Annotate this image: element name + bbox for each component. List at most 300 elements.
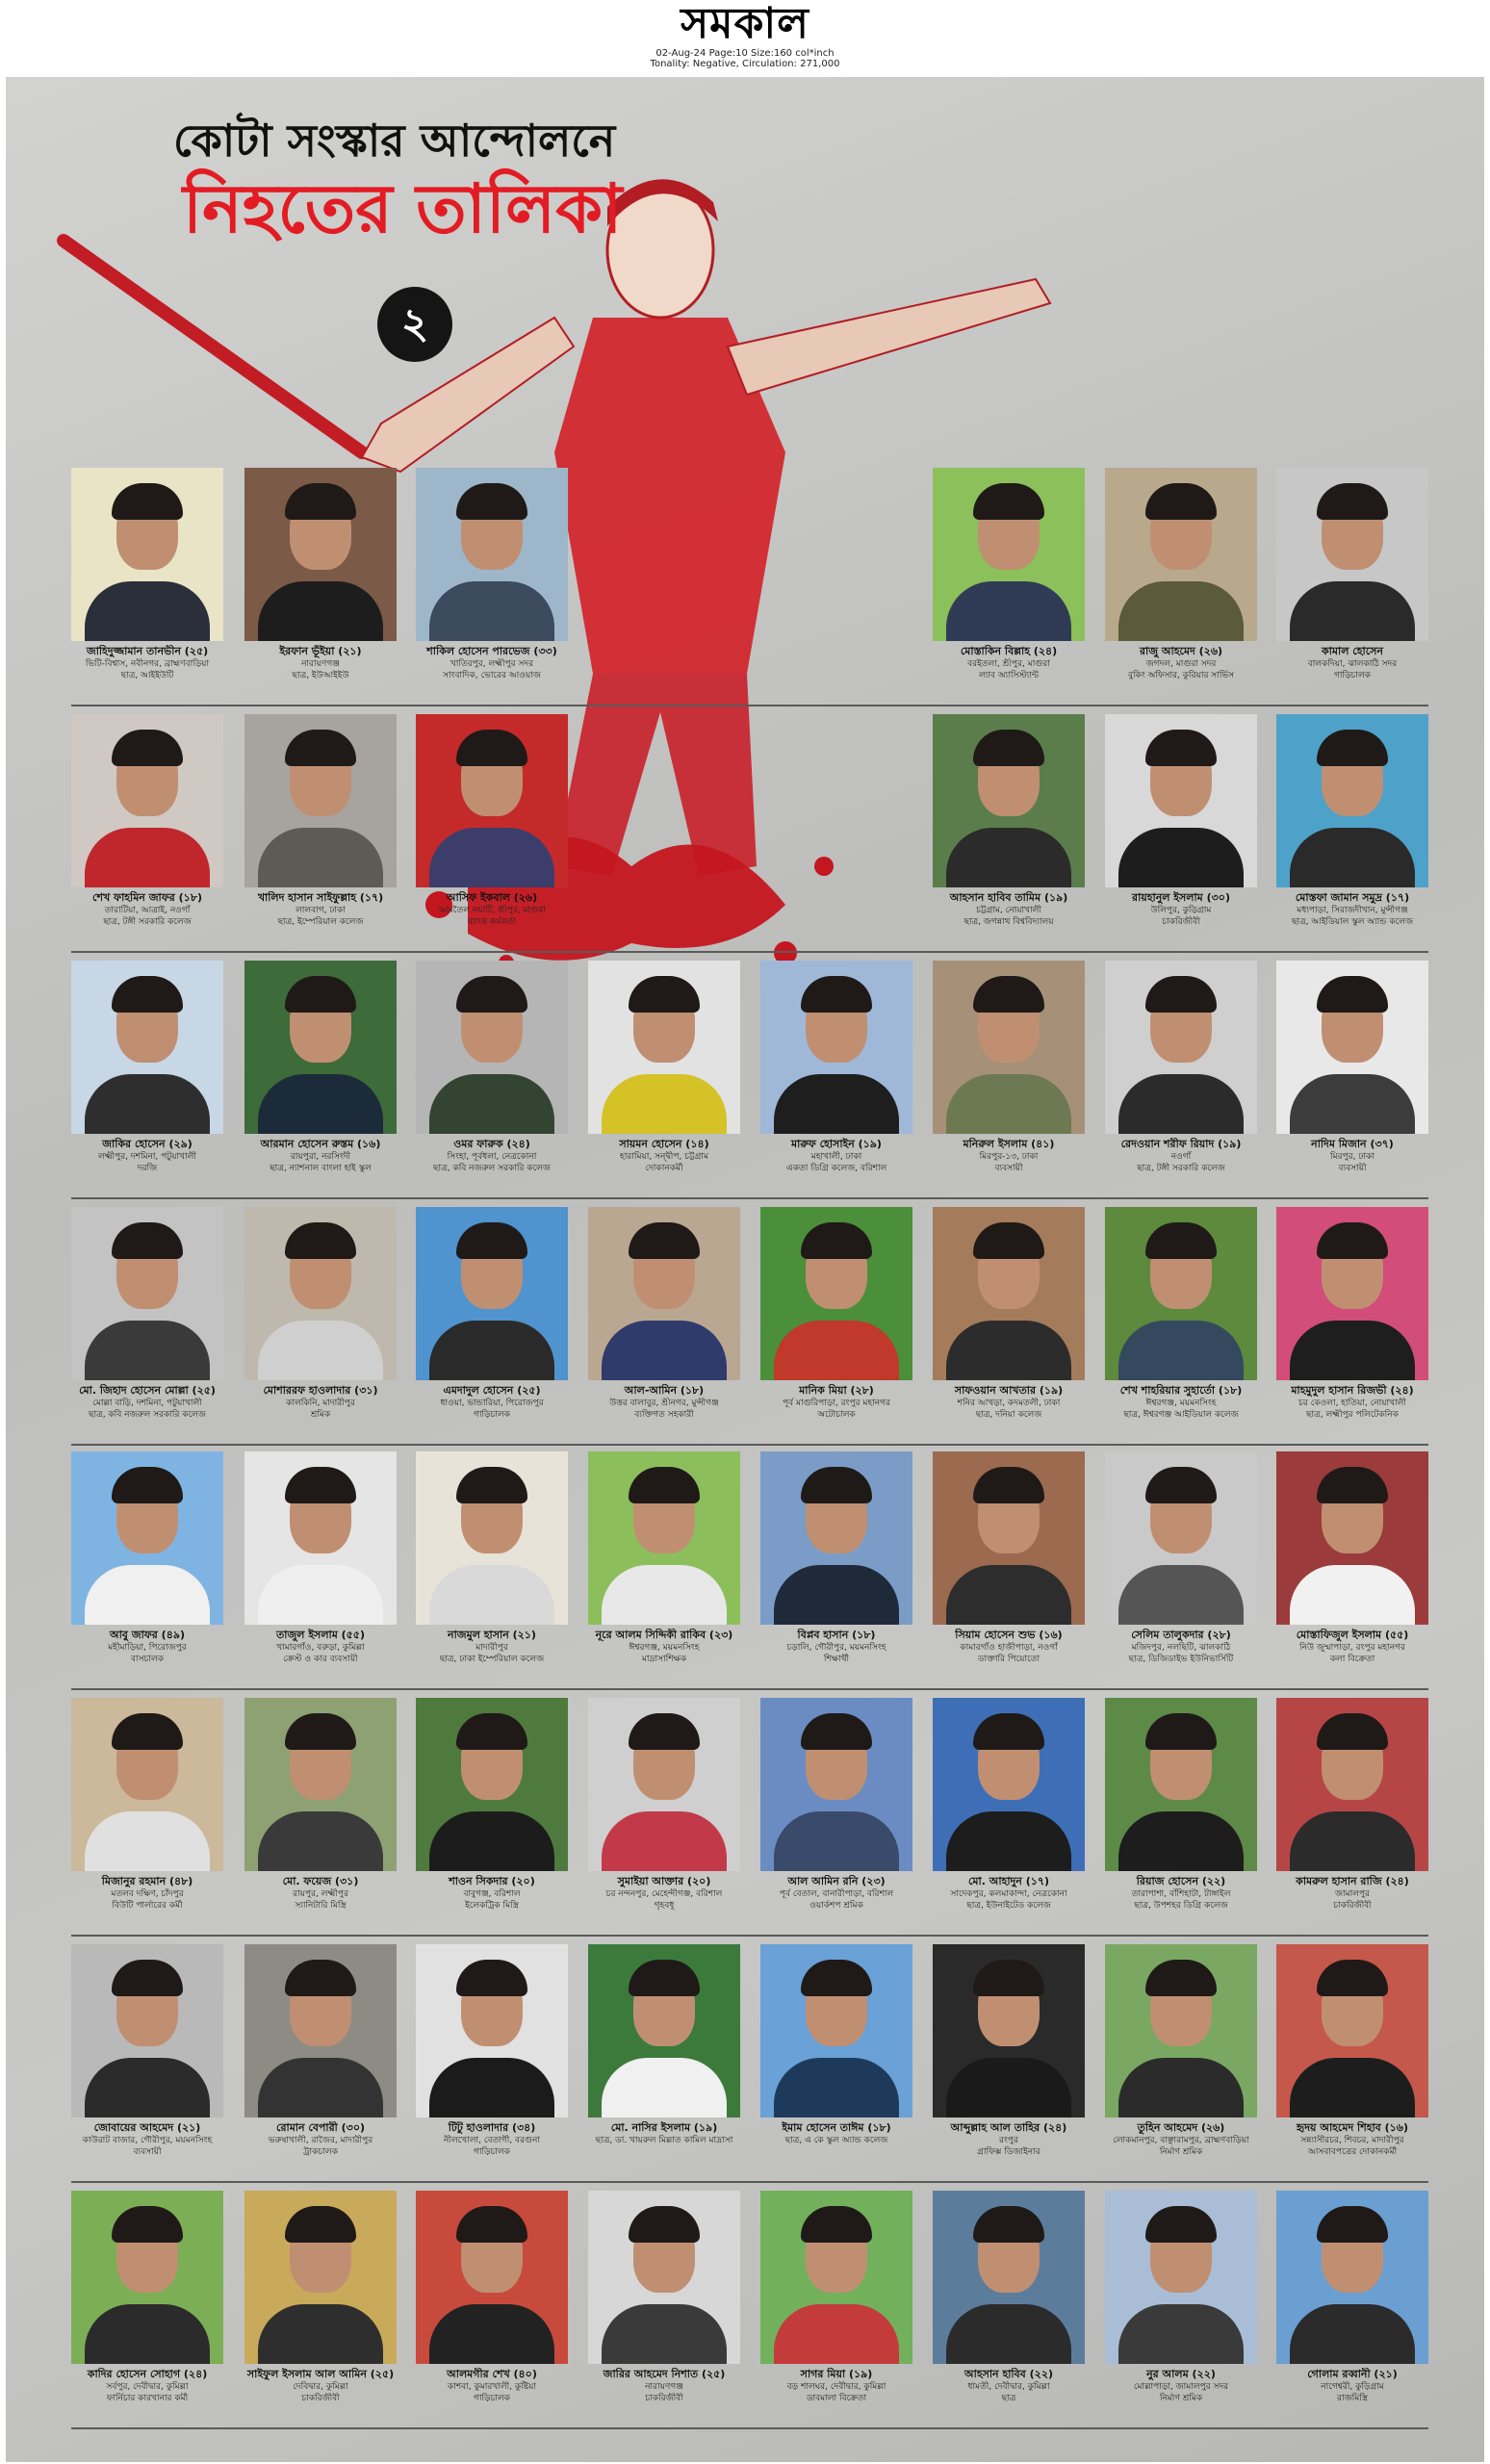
victim-photo [933, 2191, 1085, 2364]
portrait-body [946, 2304, 1071, 2364]
portrait-body [602, 1565, 727, 1625]
victim-photo [416, 1207, 568, 1380]
victim-info: চট্টগ্রাম, নোয়াখালী [976, 906, 1041, 915]
victim-name: সাফওয়ান আখতার (১৯) [954, 1384, 1064, 1397]
portrait-body [258, 581, 383, 641]
victim-name: শেখ শাহরিয়ার সুহার্তো (১৮) [1119, 1384, 1243, 1397]
victim-name: মাহমুদুল হাসান রিজভী (২৪) [1291, 1384, 1414, 1397]
victim-card [244, 1698, 397, 1937]
victim-photo [1276, 1451, 1428, 1625]
victim-card [933, 1207, 1085, 1446]
victim-info: নওগাঁ [1170, 1152, 1192, 1162]
victim-card [1276, 2191, 1428, 2429]
victim-info: ছাত্র, দনিয়া কলেজ [975, 1410, 1042, 1420]
portrait-hair [1145, 1467, 1217, 1503]
portrait-hair [285, 2206, 356, 2243]
victim-name: মোশাররফ হাওলাদার (৩১) [263, 1384, 378, 1397]
portrait-hair [1317, 976, 1388, 1013]
victim-card [1276, 468, 1428, 706]
portrait-body [429, 1321, 554, 1380]
portrait-hair [1317, 1713, 1388, 1750]
portrait-hair [973, 1713, 1044, 1750]
victim-name: আলমগীর শেখ (৪০) [447, 2368, 537, 2380]
victim-info: তারাপাশা, বাঁশিহাটা, টাঙ্গাইল [1131, 1889, 1231, 1899]
victim-photo [244, 1207, 397, 1380]
victim-info: কালকিনি, মাদারীপুর [286, 1399, 355, 1408]
portrait-body [1118, 1074, 1244, 1134]
portrait-body [429, 581, 554, 641]
victim-card [416, 1207, 568, 1446]
portrait-body [258, 1321, 383, 1380]
victim-info: মতলব দক্ষিণ, চাঁদপুর [111, 1889, 184, 1899]
portrait-hair [973, 483, 1044, 520]
victim-info: ছাত্র, ডিজিডাইভ ইউনিভার্সিটি [1128, 1655, 1234, 1664]
victim-info: ছাত্র, জগন্নাথ বিশ্ববিদ্যালয় [963, 917, 1054, 927]
portrait-body [429, 2058, 554, 2118]
victim-photo [416, 468, 568, 641]
victim-info: কাশবা, কুমারখালী, কুষ্টিয়া [447, 2382, 537, 2392]
portrait-hair [629, 2206, 700, 2243]
victim-info: গাড়িচালক [1334, 671, 1371, 680]
victim-name: মনিরুল ইসলাম (৪১) [963, 1138, 1055, 1150]
victim-name: ইরফান ভূঁইয়া (২১) [279, 645, 362, 657]
row-divider [71, 705, 1428, 706]
portrait-hair [1145, 483, 1217, 520]
victim-info: ছাত্র, উপশহর ডিগ্রি কলেজ [1134, 1901, 1228, 1911]
victim-name: জাকির হোসেন (২৯) [102, 1138, 193, 1150]
victim-card [760, 2191, 912, 2429]
portrait-hair [456, 2206, 527, 2243]
victim-name: সুমাইয়া আক্তার (২০) [617, 1875, 711, 1887]
victim-photo [71, 1207, 223, 1380]
portrait-hair [801, 1713, 872, 1750]
victim-info: ভিটি-বিশ্বাস, নবীনগর, ব্রাহ্মণবাড়িয়া [85, 659, 210, 669]
portrait-body [429, 1074, 554, 1134]
portrait-hair [285, 1713, 356, 1750]
victim-card [71, 1451, 223, 1690]
victim-photo [1105, 961, 1257, 1134]
victim-card [416, 1698, 568, 1937]
victim-name: শেখ ফাহমিন জাফর (১৮) [92, 891, 202, 904]
portrait-body [946, 1811, 1071, 1871]
victim-name: টিটু হাওলাদার (৩৪) [448, 2121, 536, 2134]
victim-info: আমতৈল নয়াটি, শ্রীপুর, মাগুরা [438, 906, 546, 915]
portrait-hair [629, 1960, 700, 1996]
print-meta-line: 02-Aug-24 Page:10 Size:160 col*inch [655, 48, 835, 59]
victim-card [71, 714, 223, 953]
portrait-body [1118, 2304, 1244, 2364]
victim-card [1276, 1451, 1428, 1690]
victim-info: স্যানিটারি মিস্ত্রি [295, 1901, 347, 1911]
victim-name: সায়মন হোসেন (১৪) [619, 1138, 709, 1150]
victim-info: বিউটি পার্লারের কর্মী [112, 1901, 183, 1911]
victim-info: অটোচালক [817, 1410, 856, 1420]
victim-photo [760, 1207, 912, 1380]
portrait-body [946, 828, 1071, 887]
victim-card [933, 1451, 1085, 1690]
portrait-body [85, 1321, 210, 1380]
victim-info: রংপুর [999, 2136, 1018, 2145]
portrait-body [1118, 2058, 1244, 2118]
portrait-body [602, 1074, 727, 1134]
victim-info: তারাটিয়া, আত্রাই, নওগাঁ [104, 906, 191, 915]
victim-photo [933, 714, 1085, 887]
portrait-body [946, 581, 1071, 641]
victim-info: ভরুষাখালী, রাজৈর, মাদারীপুর [268, 2136, 373, 2145]
victim-card [760, 1698, 912, 1937]
portrait-body [85, 1074, 210, 1134]
victim-info: মোল্লা বাড়ি, দশমিনা, পটুয়াখালী [92, 1399, 202, 1408]
victim-photo [1105, 1451, 1257, 1625]
victim-info: জগদল, মাগুরা সদর [1145, 659, 1217, 669]
portrait-hair [1145, 1222, 1217, 1259]
print-meta-line: Tonality: Negative, Circulation: 271,000 [650, 59, 840, 69]
victim-name: কামরুল হাসান রাজি (২৪) [1296, 1875, 1409, 1887]
victim-card [760, 1207, 912, 1446]
victim-info: সাংবাদিক, ভোরের আওয়াজ [443, 671, 541, 680]
victim-photo [71, 1698, 223, 1871]
victim-name: হৃদয় আহমেদ শিহাব (১৬) [1297, 2121, 1408, 2134]
victim-info: সর্বপুর, দেবীদ্বার, কুমিল্লা [106, 2382, 189, 2392]
victim-info: চাকরিজীবী [301, 2394, 340, 2403]
victim-name: সাগর মিয়া (১৯) [800, 2368, 873, 2380]
victim-name: আব্দুল্লাহ আল তাহির (২৪) [950, 2121, 1067, 2134]
victim-info: মাদ্রাসাশিক্ষক [641, 1655, 687, 1664]
victim-card [588, 961, 740, 1199]
victim-info: উত্তর বালাবুর, শ্রীনগর, মুন্সীগঞ্জ [609, 1399, 719, 1408]
victim-info: ছাত্র, টঙ্গী সরকারি কলেজ [103, 917, 192, 927]
portrait-body [774, 1321, 899, 1380]
victim-info: ছাত্র, ইউনাইটেড কলেজ [966, 1901, 1051, 1911]
victim-info: ছাত্র, ইম্পেরিয়াল কলেজ [277, 917, 364, 927]
victim-photo [416, 1451, 568, 1625]
victim-info: বালকদিয়া, ঝালকাঠি সদর [1307, 659, 1398, 669]
victim-card [244, 2191, 397, 2429]
victim-photo [1276, 1944, 1428, 2118]
portrait-body [258, 1074, 383, 1134]
portrait-body [1118, 828, 1244, 887]
victim-info: মজিদপুর, নলছিটি, ঝালকাঠি [1131, 1643, 1231, 1653]
victim-photo [933, 1944, 1085, 2118]
victim-info: বুকিং অফিসার, কুরিয়ার সার্ভিস [1127, 671, 1235, 680]
victim-info: দেবিদ্বার, কুমিল্লা [293, 2382, 348, 2392]
portrait-body [602, 2058, 727, 2118]
portrait-body [429, 1565, 554, 1625]
portrait-hair [629, 1222, 700, 1259]
portrait-hair [456, 1222, 527, 1259]
victim-info: শনির আখড়া, কদমতলী, ঢাকা [957, 1399, 1061, 1408]
portrait-hair [801, 1960, 872, 1996]
portrait-body [258, 2304, 383, 2364]
victim-name: মো. নাসির ইসলাম (১৯) [610, 2121, 718, 2134]
victim-info: ধামতী, দেবীদ্বার, কুমিল্লা [967, 2382, 1050, 2392]
portrait-body [1118, 1811, 1244, 1871]
victim-info: মিরপুর, ঢাকা [1330, 1152, 1374, 1162]
victim-card [244, 1207, 397, 1446]
victim-info: জামালপুর [1334, 1889, 1371, 1899]
victim-info: আসবাবপত্রের দোকানকর্মী [1307, 2147, 1398, 2157]
victim-photo [1276, 1207, 1428, 1380]
portrait-hair [629, 976, 700, 1013]
victim-photo [760, 961, 912, 1134]
victim-info: বড় শালঘর, দেবীদ্বার, কুমিল্লা [786, 2382, 886, 2392]
victim-name: মিজানুর রহমান (৪৮) [101, 1875, 193, 1887]
victim-card [1105, 2191, 1257, 2429]
victim-name: মোস্তফা জামান সমুদ্র (১৭) [1295, 891, 1410, 904]
portrait-hair [112, 976, 183, 1013]
portrait-body [774, 1074, 899, 1134]
victim-info: বাসচালক [130, 1655, 165, 1664]
row-divider [71, 1688, 1428, 1690]
victim-photo [588, 1944, 740, 2118]
victim-card [933, 714, 1085, 953]
victim-info: সিংহা, পূর্বধলা, নেত্রকোনা [447, 1152, 537, 1162]
portrait-hair [801, 1222, 872, 1259]
victim-info: কলা বিক্রেতা [1329, 1655, 1375, 1664]
row-divider [71, 2427, 1428, 2429]
portrait-hair [973, 1960, 1044, 1996]
victim-info: ছাত্র, আইইউটি [120, 671, 174, 680]
victim-card [933, 2191, 1085, 2429]
victim-name: জোবায়ের আহমেদ (২১) [93, 2121, 201, 2134]
portrait-body [774, 2304, 899, 2364]
portrait-body [1290, 2058, 1415, 2118]
victim-name: শাওন সিকদার (২০) [449, 1875, 535, 1887]
victim-info: লালবাগ, ঢাকা [295, 906, 346, 915]
victim-name: আহসান হাবিব তামিম (১৯) [949, 891, 1068, 904]
victim-info: ল্যাব অ্যাসিস্ট্যান্ট [979, 671, 1039, 680]
victim-photo [244, 2191, 397, 2364]
victim-name: আল আমিন রনি (২৩) [787, 1875, 886, 1887]
victim-name: কামাল হোসেন [1322, 645, 1383, 657]
victim-photo [1276, 961, 1428, 1134]
victim-info: পূর্ব বেতাল, বানারীপাড়া, বরিশাল [779, 1889, 894, 1899]
portrait-hair [456, 1467, 527, 1503]
victim-info: চাকরিজীবী [645, 2394, 683, 2403]
victim-photo [760, 1451, 912, 1625]
victim-card [1276, 1944, 1428, 2183]
victim-card [1276, 714, 1428, 953]
portrait-hair [1317, 1467, 1388, 1503]
victim-photo [71, 1451, 223, 1625]
victim-card [1105, 714, 1257, 953]
victim-name: ইমাম হোসেন তাঈম (১৮) [782, 2121, 891, 2134]
victim-photo [416, 1944, 568, 2118]
portrait-hair [973, 976, 1044, 1013]
victim-info: পূর্ব মাগুরিপাড়া, রংপুর মহানগর [783, 1399, 890, 1408]
victim-card [1105, 1207, 1257, 1446]
victim-photo [933, 1698, 1085, 1871]
victim-card [760, 961, 912, 1199]
portrait-hair [973, 730, 1044, 766]
victim-photo [244, 714, 397, 887]
portrait-body [946, 2058, 1071, 2118]
victim-name: খালিদ হাসান সাইফুল্লাহ (১৭) [257, 891, 384, 904]
victim-info: চর কেওলা, হাতিয়া, নোয়াখালী [1298, 1399, 1406, 1408]
victim-info: গৃহবধূ [654, 1901, 675, 1911]
portrait-hair [629, 1713, 700, 1750]
victim-photo [760, 1944, 912, 2118]
victim-photo [933, 468, 1085, 641]
victim-info: গ্রাফিক্স ডিজাইনার [977, 2147, 1040, 2157]
victim-info: ক্রেস্ট ও কার ব্যবসায়ী [283, 1655, 358, 1664]
victim-info: ডাক্তারি পিয়োতো [977, 1655, 1040, 1664]
victim-name: আহসান হাবিব (২২) [963, 2368, 1053, 2380]
victim-name: সাইফুল ইসলাম আল আমিন (২৫) [246, 2368, 395, 2380]
victim-info: নাগেশ্বরী, কুড়িগ্রাম [1321, 2382, 1384, 2392]
portrait-body [1290, 2304, 1415, 2364]
victim-card [588, 1944, 740, 2183]
portrait-hair [1145, 1960, 1217, 1996]
row-divider [71, 1935, 1428, 1937]
portrait-hair [801, 976, 872, 1013]
victim-info: ডাবমালা বিক্রেতা [806, 2394, 867, 2403]
victim-card [244, 961, 397, 1199]
victim-name: রেদওয়ান শরীফ রিয়াদ (১৯) [1120, 1138, 1242, 1150]
victim-name: আসিফ ইকবাল (২৬) [446, 891, 538, 904]
victim-name: জারির আহমেদ নিশাত (২৫) [603, 2368, 726, 2380]
victim-info: মিরপুর-১৩, ঢাকা [979, 1152, 1039, 1162]
victim-card [244, 1944, 397, 2183]
victim-card [588, 1698, 740, 1937]
victim-info: রায়পুরা, নরসিংদী [290, 1152, 351, 1162]
victim-info: ব্যক্তিগত সহকারী [634, 1410, 694, 1420]
portrait-body [1290, 1074, 1415, 1134]
victim-name: কাদির হোসেন সোহাগ (২৪) [87, 2368, 208, 2380]
portrait-body [429, 828, 554, 887]
portrait-body [258, 828, 383, 887]
victim-card [1276, 1207, 1428, 1446]
victim-name: রোমান বেপারী (৩০) [275, 2121, 366, 2134]
victim-photo [1276, 1698, 1428, 1871]
victim-info: চাকরিজীবী [1333, 1901, 1372, 1911]
victim-info: উলিপুর, কুড়িগ্রাম [1150, 906, 1212, 915]
portrait-hair [112, 1960, 183, 1996]
row-divider [71, 1444, 1428, 1446]
victim-card [244, 468, 397, 706]
victim-info: ছাত্র [1001, 2394, 1016, 2403]
victim-name: আরমান হোসেন রুস্তম (১৬) [260, 1138, 381, 1150]
victim-info: শিক্ষার্থী [823, 1655, 850, 1664]
row-divider [71, 2181, 1428, 2183]
part-number-badge: ২ [377, 287, 452, 362]
victim-info: নির্মাণ শ্রমিক [1159, 2394, 1203, 2403]
victim-name: রাজু আহমেদ (২৬) [1139, 645, 1223, 657]
victim-info: ফার্নিচার কারখানার কর্মী [106, 2394, 189, 2403]
victim-info: মাদারীপুর [475, 1643, 508, 1653]
portrait-hair [973, 2206, 1044, 2243]
portrait-hair [801, 1467, 872, 1503]
portrait-hair [456, 483, 527, 520]
victim-name: মো. জিহাদ হোসেন মোল্লা (২৫) [79, 1384, 216, 1397]
victim-name: গোলাম রব্বানী (২১) [1307, 2368, 1398, 2380]
portrait-body [85, 2304, 210, 2364]
victim-photo [71, 1944, 223, 2118]
headline-line-1: কোটা সংস্কার আন্দোলনে [173, 115, 616, 167]
victim-photo [71, 714, 223, 887]
victim-card [588, 1451, 740, 1690]
victim-info: গাড়িচালক [474, 2394, 510, 2403]
victim-photo [588, 1698, 740, 1871]
portrait-body [85, 828, 210, 887]
victim-name: এমদাদুল হোসেন (২৫) [443, 1384, 541, 1397]
victim-info: চাকরিজীবী [1162, 917, 1200, 927]
portrait-hair [1317, 1222, 1388, 1259]
portrait-body [258, 1565, 383, 1625]
victim-photo [416, 714, 568, 887]
victim-card [71, 1698, 223, 1937]
portrait-body [85, 581, 210, 641]
portrait-hair [1145, 976, 1217, 1013]
portrait-hair [285, 1222, 356, 1259]
victim-info: নারায়ণগঞ্জ [645, 2382, 683, 2392]
victim-card [244, 714, 397, 953]
victim-info: বরইতলা, শ্রীপুর, মাগুরা [967, 659, 1050, 669]
victim-card [760, 1451, 912, 1690]
portrait-hair [1317, 1960, 1388, 1996]
portrait-hair [112, 483, 183, 520]
victim-info: একতা ডিগ্রি কলেজ, বরিশাল [785, 1164, 887, 1173]
portrait-hair [456, 1960, 527, 1996]
victim-info: ছাত্র, এ কে স্কুল অ্যান্ড কলেজ [784, 2136, 888, 2145]
victim-name: বিপ্লব হাসান (১৮) [797, 1629, 876, 1641]
portrait-body [946, 1074, 1071, 1134]
victim-name: রিয়াজ হোসেন (২২) [1136, 1875, 1226, 1887]
victim-name: মোস্তাকিন বিল্লাহ (২৪) [960, 645, 1058, 657]
victim-card [933, 1944, 1085, 2183]
victim-name: মো. ফয়েজ (৩১) [282, 1875, 359, 1887]
victim-name: নূরে আলম সিদ্দিকী রাকিব (২৩) [595, 1629, 733, 1641]
portrait-body [602, 2304, 727, 2364]
victim-info: ছাত্র, ইউআইইউ [292, 671, 349, 680]
victim-photo [933, 961, 1085, 1134]
victim-info: খামারগাঁও, বরুড়া, কুমিল্লা [276, 1643, 365, 1653]
portrait-hair [1317, 730, 1388, 766]
headline [173, 114, 693, 250]
victim-info: ব্যাংক কর্মকর্তা [467, 917, 517, 927]
portrait-body [1118, 1321, 1244, 1380]
victim-photo [416, 1698, 568, 1871]
victim-info: ব্যবসায়ী [1338, 1164, 1367, 1173]
victim-name: জাহিদুজ্জামান তানভীন (২৫) [86, 645, 209, 657]
victim-info: ছাত্র, ঢাকা ইম্পেরিয়াল কলেজ [439, 1655, 545, 1664]
victim-card [416, 2191, 568, 2429]
victim-name: তুহিন আহমেদ (২৬) [1137, 2121, 1225, 2134]
portrait-body [1290, 1811, 1415, 1871]
victim-name: নাদিম মিজান (৩৭) [1311, 1138, 1394, 1150]
portrait-body [258, 1811, 383, 1871]
victim-name: নুর আলম (২২) [1146, 2368, 1216, 2380]
portrait-hair [112, 730, 183, 766]
victim-photo [244, 1944, 397, 2118]
victim-name: আল-আমিন (১৮) [624, 1384, 705, 1397]
portrait-body [602, 1811, 727, 1871]
victim-card [933, 1698, 1085, 1937]
victim-info: চড়ালি, গৌরীপুর, ময়মনসিংহ [786, 1643, 886, 1653]
victim-photo [1276, 714, 1428, 887]
portrait-body [1290, 828, 1415, 887]
portrait-body [1118, 581, 1244, 641]
victim-info: কামারগাঁও হাজীপাড়া, নওগাঁ [960, 1643, 1058, 1653]
victim-info: খাতিরপুর, লক্ষ্মীপুর সদর [450, 659, 534, 669]
victim-name: মোস্তাফিজুল ইসলাম (৫৫) [1296, 1629, 1409, 1641]
victim-info: ব্যবসায়ী [994, 1164, 1023, 1173]
victim-info: ছাত্র, আইডিয়াল স্কুল অ্যান্ড কলেজ [1291, 917, 1414, 927]
victim-info: ছাত্র, টঙ্গী সরকারি কলেজ [1137, 1164, 1225, 1173]
victim-info: কাউরাট বাজার, গৌরীপুর, ময়মনসিংহ [82, 2136, 213, 2145]
portrait-body [1290, 1321, 1415, 1380]
victim-photo [416, 961, 568, 1134]
